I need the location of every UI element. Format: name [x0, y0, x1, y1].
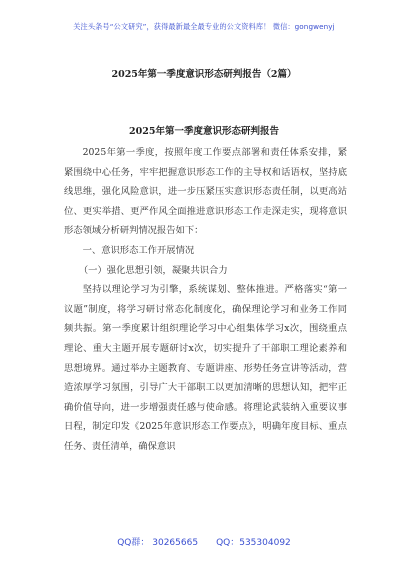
body-paragraph: 坚持以理论学习为引擎，系统谋划、整体推进。严格落实“第一议题”制度，将学习研讨常态化制度化，确保理论学习和业务工作同频共振。第一季度累计组织理论学习中心组集体学习x次，围绕重点理论、重大主题开展专题研讨x次，切实提升了干部职工理论素养和思想境界。通过举办主题教育、专题讲座、形势任务宣讲等活动，营造浓厚学习氛围，引导广大干部职工以更加清晰的思想认知，把牢正确价值导向，进一步增强责任感与使命感。将理论武装纳入重要议事日程，制定印发《2025年意识形态工作要点》，明确年度目标、重点任务、责任清单，确保意识	[64, 284, 347, 452]
intro-paragraph: 2025年第一季度，按照年度工作要点部署和责任体系安排，紧紧围绕中心任务，牢牢把握意识形态工作的主导权和话语权，坚持底线思维，强化风险意识，进一步压紧压实意识形态责任制，以更高站位、更实举措、更严作风全面推进意识形态工作走深走实，现将意识形态领域分析研判情况报告如下：	[64, 147, 347, 237]
footer-contact	[0, 535, 408, 548]
footer-qq: QQ：535304092	[216, 538, 291, 548]
heading-level-2-text: （一）强化思想引领，凝聚共识合力	[78, 264, 228, 276]
footer-qq-group: QQ群： 30265665	[117, 538, 199, 548]
document-body	[64, 143, 347, 457]
heading-level-1: 一、意识形态工作开展情况	[82, 244, 195, 256]
section-title: 2025年第一季度意识形态研判报告	[129, 126, 279, 137]
document-title: 2025年第一季度意识形态研判报告（2篇）	[111, 69, 297, 80]
header-banner: 关注头条号“公文研究”，获得最新最全最专业的公文资料库！ 微信：gongwenyj	[73, 22, 335, 31]
heading-level-2	[64, 261, 347, 281]
